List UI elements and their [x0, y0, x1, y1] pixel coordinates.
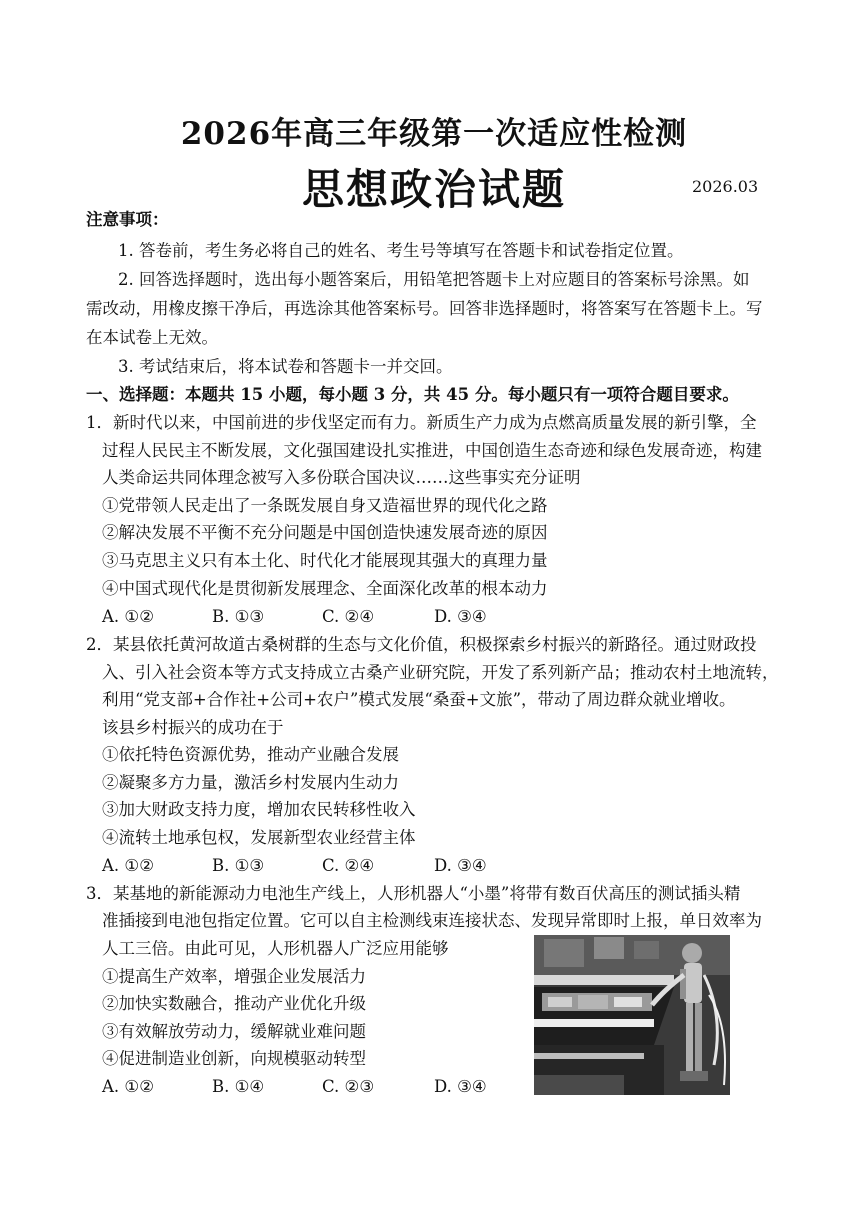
exam-date: 2026.03	[692, 177, 759, 196]
notice-line: 1. 答卷前，考生务必将自己的姓名、考生号等填写在答题卡和试卷指定位置。	[118, 241, 684, 260]
notice-line: 需改动，用橡皮擦干净后，再选涂其他答案标号。回答非选择题时，将答案写在答题卡上。写	[86, 299, 763, 318]
question-stem: 入、引入社会资本等方式支持成立古桑产业研究院，开发了系列新产品；推动农村土地流转，	[102, 663, 779, 682]
answer-options	[102, 603, 487, 630]
notice-line: 2. 回答选择题时，选出每小题答案后，用铅笔把答题卡上对应题目的答案标号涂黑。如	[118, 270, 750, 289]
option-a: A. ①②	[102, 856, 154, 875]
option-c: C. ②④	[322, 856, 375, 875]
statement-item: ④促进制造业创新，向规模驱动转型	[102, 1049, 366, 1068]
option-c: C. ②③	[322, 1077, 375, 1096]
statement-item: ①党带领人民走出了一条既发展自身又造福世界的现代化之路	[102, 496, 548, 515]
question-stem: 3．某基地的新能源动力电池生产线上，人形机器人“小墨”将带有数百伏高压的测试插头精	[86, 884, 741, 903]
option-b: B. ①③	[212, 856, 265, 875]
option-b: B. ①④	[212, 1077, 265, 1096]
notice-line: 在本试卷上无效。	[86, 328, 218, 347]
statement-item: ③马克思主义只有本土化、时代化才能展现其强大的真理力量	[102, 551, 548, 570]
question-stem: 2．某县依托黄河故道古桑树群的生态与文化价值，积极探索乡村振兴的新路径。通过财政投	[86, 635, 757, 654]
option-a: A. ①②	[102, 607, 154, 626]
statement-item: ①提高生产效率，增强企业发展活力	[102, 967, 366, 986]
subject-title: 思想政治试题	[301, 165, 566, 214]
option-d: D. ③④	[434, 856, 487, 875]
exam-title: 2026年高三年级第一次适应性检测	[180, 116, 688, 152]
statement-item: ④流转土地承包权，发展新型农业经营主体	[102, 828, 416, 847]
option-d: D. ③④	[434, 607, 487, 626]
question-stem: 利用“党支部+合作社+公司+农户”模式发展“桑蚕+文旅”，带动了周边群众就业增收。	[102, 690, 736, 709]
statement-item: ②凝聚多方力量，激活乡村发展内生动力	[102, 773, 399, 792]
statement-item: ③有效解放劳动力，缓解就业难问题	[102, 1022, 366, 1041]
statement-item: ③加大财政支持力度，增加农民转移性收入	[102, 800, 416, 819]
statement-item: ④中国式现代化是贯彻新发展理念、全面深化改革的根本动力	[102, 579, 548, 598]
notice-line: 3. 考试结束后，将本试卷和答题卡一并交回。	[118, 357, 453, 376]
question-stem: 人类命运共同体理念被写入多份联合国决议……这些事实充分证明	[102, 468, 581, 487]
notice-heading: 注意事项：	[86, 210, 169, 229]
question-stem: 人工三倍。由此可见，人形机器人广泛应用能够	[102, 939, 449, 958]
robot-photo-illustration	[534, 935, 730, 1095]
option-d: D. ③④	[434, 1077, 487, 1096]
question-stem: 过程人民民主不断发展，文化强国建设扎实推进，中国创造生态奇迹和绿色发展奇迹，构建	[102, 441, 762, 460]
question-stem: 1．新时代以来，中国前进的步伐坚定而有力。新质生产力成为点燃高质量发展的新引擎，全	[86, 413, 757, 432]
option-c: C. ②④	[322, 607, 375, 626]
question-stem: 准插接到电池包指定位置。它可以自主检测线束连接状态、发现异常即时上报，单日效率为	[102, 911, 762, 930]
statement-item: ②解决发展不平衡不充分问题是中国创造快速发展奇迹的原因	[102, 523, 548, 542]
robot-production-line-photo	[534, 935, 730, 1095]
question-stem: 该县乡村振兴的成功在于	[102, 718, 284, 737]
section-heading: 一、选择题：本题共 15 小题，每小题 3 分，共 45 分。每小题只有一项符合题目要求。	[86, 385, 739, 404]
answer-options	[102, 852, 487, 879]
statement-item: ②加快实数融合，推动产业优化升级	[102, 994, 366, 1013]
statement-item: ①依托特色资源优势，推动产业融合发展	[102, 745, 399, 764]
option-a: A. ①②	[102, 1077, 154, 1096]
answer-options	[102, 1073, 487, 1100]
option-b: B. ①③	[212, 607, 265, 626]
